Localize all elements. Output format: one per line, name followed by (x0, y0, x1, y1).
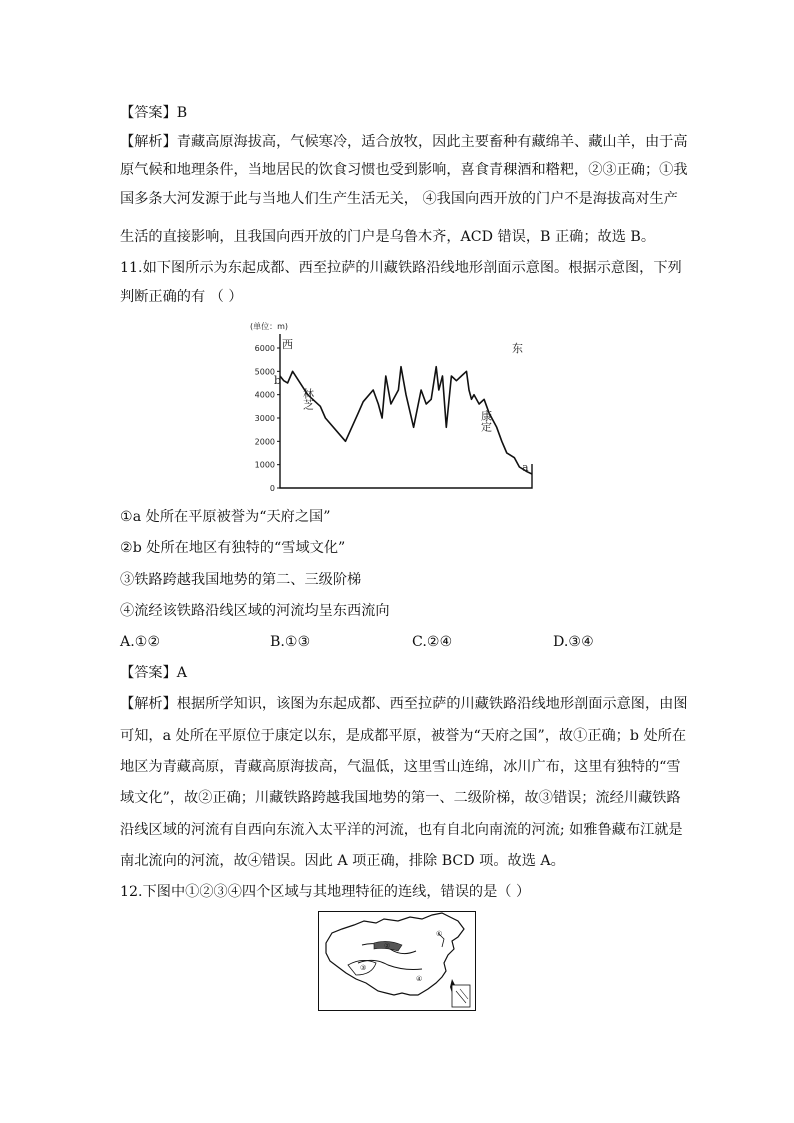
q11-analysis-line: 域文化”，故②正确；川藏铁路跨越我国地势的第一、二级阶梯，故③错误；流经川藏铁路 (120, 790, 681, 806)
railway-profile-chart (240, 318, 540, 492)
map-label-2: ② (384, 942, 391, 950)
q11-analysis-line: 可知，a 处所在平原位于康定以东，是成都平原，被誉为“天府之国”，故①正确；b 处所在 (120, 728, 687, 744)
elevation-profile-line (280, 367, 532, 474)
q11-analysis-line: 沿线区域的河流有自西向东流入太平洋的河流，也有自北向南流的河流; 如雅鲁藏布江就是 (120, 822, 683, 838)
y-tick-label: 2000 (254, 437, 275, 447)
label-b: b (274, 374, 282, 387)
q11-analysis-line: 地区为青藏高原，青藏高原海拔高，气温低，这里雪山连绵，冰川广布，这里有独特的“雪 (120, 759, 681, 775)
y-tick-label: 0 (269, 484, 275, 492)
map-label-4: ④ (416, 975, 423, 983)
y-tick-label: 4000 (254, 390, 275, 400)
q11-analysis-line: 【解析】根据所学知识，该图为东起成都、西至拉萨的川藏铁路沿线地形剖面示意图，由图 (120, 696, 688, 712)
q11-stem: 判断正确的有 （ ） (120, 289, 243, 305)
q10-analysis-line: 原气候和地理条件，当地居民的饮食习惯也受到影响，喜食青稞酒和糌粑，②③正确；①我 (120, 162, 688, 178)
map-label-1: ① (436, 930, 443, 938)
q11-analysis-line: 南北流向的河流，故④错误。因此 A 项正确，排除 BCD 项。故选 A。 (120, 853, 565, 869)
label-east: 东 (512, 342, 523, 355)
q10-analysis-line: 国多条大河发源于此与当地人们生产生活无关， ④我国向西开放的门户不是海拔高对生产 (120, 191, 678, 207)
y-tick-label: 3000 (254, 414, 275, 423)
y-tick-label: 1000 (254, 460, 275, 470)
choice-b: B.①③ (270, 634, 311, 650)
y-tick-label: 6000 (254, 344, 275, 353)
q11-statement: ④流经该铁路沿线区域的河流均呈东西流向 (120, 603, 390, 619)
q12-stem: 12.下图中①②③④四个区域与其地理特征的连线，错误的是（ ） (120, 884, 531, 900)
q10-analysis-line: 生活的直接影响，且我国向西开放的门户是乌鲁木齐，ACD 错误，B 正确；故选 B。 (120, 229, 656, 245)
label-linzhi: 林芝 (301, 388, 315, 410)
china-region-map (318, 911, 476, 1011)
label-west: 西 (282, 338, 293, 351)
q10-analysis-line: 【解析】青藏高原海拔高，气候寒冷，适合放牧，因此主要畜种有藏绵羊、藏山羊，由于高 (120, 134, 688, 150)
chart-axis-frame (280, 334, 532, 488)
q11-statement: ①a 处所在平原被誉为“天府之国” (120, 509, 331, 525)
q10-answer: 【答案】B (120, 105, 188, 121)
label-a: a (522, 461, 529, 474)
map-label-3: ③ (360, 964, 367, 972)
q11-stem: 11.如下图所示为东起成都、西至拉萨的川藏铁路沿线地形剖面示意图。根据示意图，下列 (120, 260, 682, 276)
q11-answer: 【答案】A (120, 665, 187, 681)
chart-unit-label: (单位：m) (250, 322, 289, 331)
label-kangding: 康定 (479, 410, 493, 432)
q11-statement: ③铁路跨越我国地势的第二、三级阶梯 (120, 572, 362, 588)
y-tick-label: 5000 (254, 367, 275, 377)
choice-d: D.③④ (553, 634, 594, 650)
choice-a: A.①② (120, 634, 161, 650)
choice-c: C.②④ (412, 634, 453, 650)
q11-statement: ②b 处所在地区有独特的“雪域文化” (120, 540, 346, 556)
